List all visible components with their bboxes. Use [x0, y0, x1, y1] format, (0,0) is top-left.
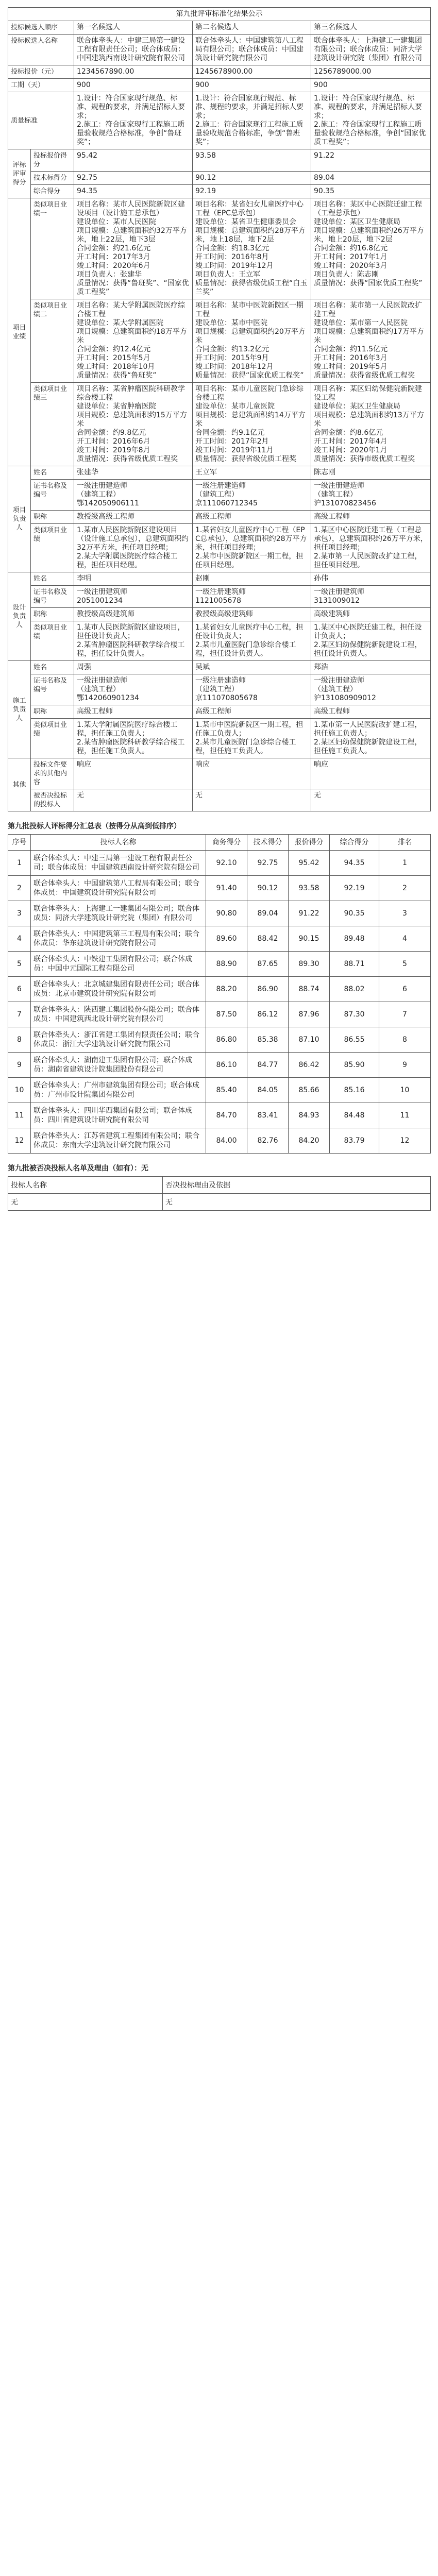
project-row	[8, 383, 431, 466]
ranking-cell: 88.42	[247, 926, 289, 952]
ranking-cell: 85.90	[330, 1053, 379, 1078]
project-lead-row	[8, 524, 431, 572]
ranking-cell: 85.38	[247, 1027, 289, 1053]
design-lead-candidate-1-value: 李明	[74, 572, 193, 586]
ranking-cell: 联合体牵头人：四川华西集团有限公司；联合体成员：四川省建筑设计研究院有限公司	[31, 1103, 206, 1128]
ranking-cell: 联合体牵头人：广州市建筑集团有限公司；联合体成员：广州市设计院集团有限公司	[31, 1078, 206, 1103]
ranking-cell: 84.77	[247, 1053, 289, 1078]
construction-lead-candidate-2-value: 吴斌	[193, 661, 311, 674]
construction-lead-candidate-1-value: 高级工程师	[74, 705, 193, 719]
project-row-label: 类似项目业绩一	[31, 198, 74, 299]
other-row-label: 投标文件要求的其他内容	[31, 758, 74, 789]
other-candidate-3-value: 响应	[311, 758, 431, 789]
ranking-row	[8, 1053, 431, 1078]
ranking-cell: 87.50	[206, 1002, 247, 1027]
ranking-cell: 93.58	[289, 876, 330, 901]
ranking-cell: 7	[379, 1002, 431, 1027]
ranking-row	[8, 876, 431, 901]
ranking-cell: 5	[379, 952, 431, 977]
other-group-label: 其他	[8, 758, 31, 811]
ranking-cell: 85.66	[289, 1078, 330, 1103]
ranking-cell: 联合体牵头人：中国建筑第八工程局有限公司；联合体成员：中国建筑设计研究院有限公司	[31, 876, 206, 901]
ranking-cell: 12	[8, 1128, 31, 1154]
ranking-cell: 85.40	[206, 1078, 247, 1103]
ranking-cell: 联合体牵头人：浙江省建工集团有限责任公司；联合体成员：浙江大学建筑设计研究院有限公司	[31, 1027, 206, 1053]
ranking-cell: 91.40	[206, 876, 247, 901]
ranking-cell: 联合体牵头人：上海建工一建集团有限公司；联合体成员：同济大学建筑设计研究院（集团）有限公司	[31, 901, 206, 926]
ranking-cell: 84.20	[289, 1128, 330, 1154]
rejection-head-name: 投标人名称	[8, 1177, 163, 1194]
ranking-cell: 89.04	[247, 901, 289, 926]
project-candidate-3-value: 项目名称：某区妇幼保健院新院建设工程 建设单位：某区卫生健康局 项目规模：总建筑面积约13万平方米 合同金额：约8.6亿元 开工时间：2017年4月 竣工时间：2020年1月 质量情况：获得市级优质工程奖	[311, 383, 431, 466]
other-row	[8, 789, 431, 811]
ranking-cell: 90.80	[206, 901, 247, 926]
project-candidate-1-value: 项目名称：某省肿瘤医院科研教学综合楼工程 建设单位：某省肿瘤医院 项目规模：总建筑面积约15万平方米 合同金额：约9.8亿元 开工时间：2016年6月 竣工时间：2019年8月 质量情况：获得省级优质工程奖	[74, 383, 193, 466]
design-lead-row-label: 证书名称及编号	[31, 586, 74, 608]
ranking-cell: 83.41	[247, 1103, 289, 1128]
ranking-cell: 92.19	[330, 876, 379, 901]
ranking-cell: 86.42	[289, 1053, 330, 1078]
ranking-cell: 2	[379, 876, 431, 901]
score-row	[8, 149, 431, 172]
ranking-cell: 联合体牵头人：北京城建集团有限责任公司；联合体成员：北京市建筑设计研究院有限公司	[31, 977, 206, 1002]
ranking-cell: 6	[379, 977, 431, 1002]
other-row	[8, 758, 431, 789]
candidate-2-price: 1245678900.00	[193, 65, 311, 79]
design-lead-candidate-2-value: 一级注册建筑师 1121005678	[193, 586, 311, 608]
project-lead-candidate-3-value: 陈志刚	[311, 466, 431, 480]
design-lead-candidate-3-value: 一级注册建筑师 3131009012	[311, 586, 431, 608]
ranking-cell: 86.90	[247, 977, 289, 1002]
ranking-cell: 联合体牵头人：中建三局第一建设工程有限责任公司；联合体成员：中国建筑西南设计研究院有限公司	[31, 851, 206, 876]
ranking-row	[8, 926, 431, 952]
project-lead-row-label: 证书名称及编号	[31, 480, 74, 511]
ranking-cell: 87.30	[330, 1002, 379, 1027]
ranking-cell: 91.22	[289, 901, 330, 926]
design-lead-row	[8, 621, 431, 661]
ranking-cell: 3	[379, 901, 431, 926]
ranking-cell: 86.12	[247, 1002, 289, 1027]
construction-lead-candidate-2-value: 1.某市中医院新院区一期工程，担任施工负责人； 2.某市儿童医院门急诊综合楼工程，担任施工负责人。	[193, 719, 311, 758]
construction-lead-row-label: 类似项目业绩	[31, 719, 74, 758]
ranking-cell: 89.30	[289, 952, 330, 977]
construction-lead-candidate-3-value: 郑浩	[311, 661, 431, 674]
project-lead-row	[8, 480, 431, 511]
project-lead-candidate-2-value: 一级注册建造师 （建筑工程） 京111060712345	[193, 480, 311, 511]
ranking-title: 第九批投标人评标得分汇总表（按得分从高到低排序）	[8, 822, 181, 831]
project-candidate-2-value: 项目名称：某省妇女儿童医疗中心工程（EPC总承包） 建设单位：某省卫生健康委员会 项目规模：总建筑面积约28万平方米，地上18层，地下2层 合同金额：约18.3亿元 开工时间：2016年8月 竣工时间：2019年12月 项目负责人：王立军 质量情况：获得省级优质工程“白玉兰奖”	[193, 198, 311, 299]
candidate-1-quality: 1.设计：符合国家现行规范、标准、规程的要求，并满足招标人要求； 2.施工：符合国家现行工程施工质量验收规范合格标准，争创“鲁班奖”；	[74, 92, 193, 149]
construction-lead-row-label: 姓名	[31, 661, 74, 674]
project-lead-candidate-3-value: 1.某区中心医院迁建工程（工程总承包），总建筑面积约26万平方米，担任项目经理； 2.某市第一人民医院改扩建工程，担任项目经理。	[311, 524, 431, 572]
construction-lead-row	[8, 661, 431, 674]
ranking-cell: 95.42	[289, 851, 330, 876]
ranking-cell: 8	[379, 1027, 431, 1053]
ranking-cell: 90.35	[330, 901, 379, 926]
score-candidate-3-value: 90.35	[311, 185, 431, 198]
ranking-cell: 1	[379, 851, 431, 876]
project-row	[8, 198, 431, 299]
ranking-cell: 84.93	[289, 1103, 330, 1128]
ranking-head-cell: 技术得分	[247, 835, 289, 851]
construction-lead-candidate-1-value: 一级注册建造师 （建筑工程） 鄂142060901234	[74, 674, 193, 705]
ranking-cell: 92.75	[247, 851, 289, 876]
ranking-header-row	[8, 835, 431, 851]
score-row-label: 技术标得分	[31, 172, 74, 185]
ranking-head-cell: 报价得分	[289, 835, 330, 851]
score-candidate-2-value: 92.19	[193, 185, 311, 198]
ranking-cell: 84.70	[206, 1103, 247, 1128]
project-lead-group-label: 项目负责人	[8, 466, 31, 572]
construction-lead-candidate-1-value: 1.某大学附属医院医疗综合楼工程，担任施工负责人； 2.某省肿瘤医院科研教学综合楼工程，担任施工负责人。	[74, 719, 193, 758]
rejection-head-reason: 否决投标理由及依据	[163, 1177, 431, 1194]
project-lead-row	[8, 511, 431, 524]
design-lead-row-label: 类似项目业绩	[31, 621, 74, 661]
design-lead-candidate-2-value: 1.某省妇女儿童医疗中心工程，担任设计负责人； 2.某市儿童医院门急诊综合楼工程，担任设计负责人。	[193, 621, 311, 661]
ranking-cell: 94.35	[330, 851, 379, 876]
ranking-cell: 89.48	[330, 926, 379, 952]
candidate-3-price: 1256789000.00	[311, 65, 431, 79]
design-lead-candidate-1-value: 教授级高级建筑师	[74, 608, 193, 621]
ranking-head-cell: 商务得分	[206, 835, 247, 851]
construction-lead-row-label: 证书名称及编号	[31, 674, 74, 705]
rejection-reason-value: 无	[163, 1194, 431, 1211]
project-lead-candidate-1-value: 张建华	[74, 466, 193, 480]
ranking-row	[8, 1027, 431, 1053]
candidate-1-name: 联合体牵头人：中建三局第一建设工程有限责任公司；联合体成员：中国建筑西南设计研究院有限公司	[74, 35, 193, 65]
candidate-3-name: 联合体牵头人：上海建工一建集团有限公司；联合体成员：同济大学建筑设计研究院（集团）有限公司	[311, 35, 431, 65]
design-lead-candidate-3-value: 孙伟	[311, 572, 431, 586]
price-label: 投标报价（元）	[8, 65, 74, 79]
project-candidate-3-value: 项目名称：某市第一人民医院改扩建工程 建设单位：某市第一人民医院 项目规模：总建筑面积约17万平方米 合同金额：约11.5亿元 开工时间：2016年3月 竣工时间：2019年5月 质量情况：获得省级优质工程奖	[311, 299, 431, 383]
candidate-name-label: 投标候选人名称	[8, 35, 74, 65]
score-candidate-2-value: 90.12	[193, 172, 311, 185]
project-candidate-1-value: 项目名称：某大学附属医院医疗综合楼工程 建设单位：某大学附属医院 项目规模：总建筑面积约18万平方米 合同金额：约12.4亿元 开工时间：2015年5月 竣工时间：2018年10月 质量情况：获得“鲁班奖”	[74, 299, 193, 383]
design-lead-row	[8, 572, 431, 586]
design-lead-row	[8, 608, 431, 621]
candidate-table	[8, 7, 431, 811]
candidate-2-quality: 1.设计：符合国家现行规范、标准、规程的要求，并满足招标人要求； 2.施工：符合国家现行工程施工质量验收规范合格标准，争创“鲁班奖”；	[193, 92, 311, 149]
project-lead-candidate-1-value: 1.某市人民医院新院区建设项目（设计施工总承包），总建筑面积约32万平方米，担任项目经理； 2.某大学附属医院医疗综合楼工程，担任项目经理。	[74, 524, 193, 572]
project-candidate-2-value: 项目名称：某市中医院新院区一期工程 建设单位：某市中医院 项目规模：总建筑面积约20万平方米 合同金额：约13.2亿元 开工时间：2015年9月 竣工时间：2018年12月 质量情况：获得“国家优质工程奖”	[193, 299, 311, 383]
project-candidate-1-value: 项目名称：某市人民医院新院区建设项目（设计施工总承包） 建设单位：某市人民医院 项目规模：总建筑面积约32万平方米，地上22层，地下3层 合同金额：约21.6亿元 开工时间：2017年3月 竣工时间：2020年6月 项目负责人：张建华 质量情况：获得“鲁班奖”、“国家优质工程奖”	[74, 198, 193, 299]
score-group-label: 评标评审得分	[8, 149, 31, 198]
ranking-cell: 联合体牵头人：中国建筑第三工程局有限公司；联合体成员：华东建筑设计研究院有限公司	[31, 926, 206, 952]
rank-order-label: 投标候选人顺序	[8, 21, 74, 35]
ranking-cell: 87.65	[247, 952, 289, 977]
ranking-table	[8, 834, 431, 1154]
ranking-cell: 11	[8, 1103, 31, 1128]
design-lead-candidate-3-value: 1.某区中心医院迁建工程，担任设计负责人； 2.某区妇幼保健院新院建设工程，担任设计负责人。	[311, 621, 431, 661]
ranking-cell: 4	[8, 926, 31, 952]
construction-lead-candidate-2-value: 高级工程师	[193, 705, 311, 719]
period-label: 工期（天）	[8, 79, 74, 92]
design-lead-row-label: 职称	[31, 608, 74, 621]
ranking-cell: 6	[8, 977, 31, 1002]
construction-lead-candidate-1-value: 周强	[74, 661, 193, 674]
ranking-cell: 92.10	[206, 851, 247, 876]
other-candidate-1-value: 响应	[74, 758, 193, 789]
ranking-cell: 82.76	[247, 1128, 289, 1154]
score-row	[8, 172, 431, 185]
ranking-cell: 84.05	[247, 1078, 289, 1103]
ranking-cell: 88.02	[330, 977, 379, 1002]
other-candidate-3-value: 无	[311, 789, 431, 811]
ranking-cell: 12	[379, 1128, 431, 1154]
project-lead-candidate-2-value: 高级工程师	[193, 511, 311, 524]
project-lead-candidate-2-value: 王立军	[193, 466, 311, 480]
ranking-cell: 联合体牵头人：江苏省建筑工程集团有限公司；联合体成员：东南大学建筑设计研究院有限公司	[31, 1128, 206, 1154]
rejection-name-value: 无	[8, 1194, 163, 1211]
ranking-row	[8, 1103, 431, 1128]
ranking-cell: 7	[8, 1002, 31, 1027]
score-row	[8, 185, 431, 198]
candidate-3-quality: 1.设计：符合国家现行规范、标准、规程的要求，并满足招标人要求； 2.施工：符合国家现行工程施工质量验收规范合格标准，争创“国家优质工程奖”；	[311, 92, 431, 149]
project-lead-row-label: 姓名	[31, 466, 74, 480]
ranking-row	[8, 952, 431, 977]
ranking-cell: 4	[379, 926, 431, 952]
candidate-3-header: 第三名候选人	[311, 21, 431, 35]
ranking-cell: 11	[379, 1103, 431, 1128]
ranking-cell: 联合体牵头人：湖南建工集团有限公司；联合体成员：湖南省建筑设计院集团股份有限公司	[31, 1053, 206, 1078]
candidate-3-period: 900	[311, 79, 431, 92]
ranking-cell: 84.48	[330, 1103, 379, 1128]
project-lead-candidate-1-value: 一级注册建造师 （建筑工程） 鄂142050906111	[74, 480, 193, 511]
design-lead-group-label: 设计负责人	[8, 572, 31, 661]
ranking-cell: 8	[8, 1027, 31, 1053]
page	[0, 0, 438, 1228]
ranking-cell: 86.55	[330, 1027, 379, 1053]
project-row	[8, 299, 431, 383]
ranking-cell: 84.00	[206, 1128, 247, 1154]
ranking-cell: 88.90	[206, 952, 247, 977]
table-title: 第九批评审标准化结果公示	[8, 8, 431, 21]
design-lead-row	[8, 586, 431, 608]
construction-lead-candidate-3-value: 高级工程师	[311, 705, 431, 719]
design-lead-row-label: 姓名	[31, 572, 74, 586]
ranking-row	[8, 1078, 431, 1103]
ranking-cell: 9	[8, 1053, 31, 1078]
ranking-cell: 5	[8, 952, 31, 977]
ranking-cell: 83.79	[330, 1128, 379, 1154]
ranking-cell: 87.10	[289, 1027, 330, 1053]
ranking-head-cell: 序号	[8, 835, 31, 851]
score-row-label: 投标报价得分	[31, 149, 74, 172]
other-row-label: 被否决投标的投标人	[31, 789, 74, 811]
ranking-row	[8, 901, 431, 926]
project-lead-row-label: 类似项目业绩	[31, 524, 74, 572]
candidate-1-period: 900	[74, 79, 193, 92]
ranking-cell: 88.20	[206, 977, 247, 1002]
ranking-cell: 88.71	[330, 952, 379, 977]
project-lead-candidate-3-value: 一级注册建造师 （建筑工程） 沪131070823456	[311, 480, 431, 511]
ranking-cell: 85.16	[330, 1078, 379, 1103]
candidate-2-name: 联合体牵头人：中国建筑第八工程局有限公司；联合体成员：中国建筑设计研究院有限公司	[193, 35, 311, 65]
other-candidate-1-value: 无	[74, 789, 193, 811]
score-candidate-2-value: 93.58	[193, 149, 311, 172]
construction-lead-group-label: 施工负责人	[8, 661, 31, 758]
ranking-cell: 10	[8, 1078, 31, 1103]
ranking-head-cell: 综合得分	[330, 835, 379, 851]
quality-label: 质量标准	[8, 92, 74, 149]
project-row-label: 类似项目业绩三	[31, 383, 74, 466]
project-candidate-2-value: 项目名称：某市儿童医院门急诊综合楼工程 建设单位：某市儿童医院 项目规模：总建筑面积约14万平方米 合同金额：约9.1亿元 开工时间：2017年2月 竣工时间：2019年11月 质量情况：获得省级优质工程奖	[193, 383, 311, 466]
construction-lead-candidate-3-value: 一级注册建造师 （建筑工程） 沪131080909012	[311, 674, 431, 705]
project-lead-candidate-1-value: 教授级高级工程师	[74, 511, 193, 524]
design-lead-candidate-2-value: 教授级高级建筑师	[193, 608, 311, 621]
ranking-cell: 2	[8, 876, 31, 901]
ranking-row	[8, 851, 431, 876]
ranking-row	[8, 977, 431, 1002]
design-lead-candidate-2-value: 赵刚	[193, 572, 311, 586]
ranking-head-cell: 排名	[379, 835, 431, 851]
construction-lead-row	[8, 674, 431, 705]
ranking-cell: 9	[379, 1053, 431, 1078]
ranking-cell: 87.96	[289, 1002, 330, 1027]
construction-lead-candidate-2-value: 一级注册建造师 （建筑工程） 京111070805678	[193, 674, 311, 705]
candidate-2-period: 900	[193, 79, 311, 92]
score-row-label: 综合得分	[31, 185, 74, 198]
project-candidate-3-value: 项目名称：某区中心医院迁建工程（工程总承包） 建设单位：某区卫生健康局 项目规模：总建筑面积约26万平方米，地上20层，地下2层 合同金额：约16.8亿元 开工时间：2017年1月 竣工时间：2020年3月 项目负责人：陈志刚 质量情况：获得“国家优质工程奖”	[311, 198, 431, 299]
project-group-label: 项目业绩	[8, 198, 31, 466]
rejection-table	[8, 1176, 431, 1211]
project-lead-candidate-3-value: 高级工程师	[311, 511, 431, 524]
rejection-title: 第九批被否决投标人名单及理由（如有）：无	[8, 1164, 148, 1173]
project-lead-row-label: 职称	[31, 511, 74, 524]
project-row-label: 类似项目业绩二	[31, 299, 74, 383]
ranking-cell: 90.12	[247, 876, 289, 901]
ranking-row	[8, 1128, 431, 1154]
ranking-cell: 联合体牵头人：陕西建工集团股份有限公司；联合体成员：中国建筑西北设计研究院有限公司	[31, 1002, 206, 1027]
candidate-1-header: 第一名候选人	[74, 21, 193, 35]
construction-lead-row-label: 职称	[31, 705, 74, 719]
score-candidate-1-value: 92.75	[74, 172, 193, 185]
ranking-cell: 86.10	[206, 1053, 247, 1078]
design-lead-candidate-1-value: 1.某市人民医院新院区建设项目，担任设计负责人； 2.某省肿瘤医院科研教学综合楼工程，担任设计负责人。	[74, 621, 193, 661]
ranking-head-cell: 投标人名称	[31, 835, 206, 851]
candidate-2-header: 第二名候选人	[193, 21, 311, 35]
construction-lead-candidate-3-value: 1.某市第一人民医院改扩建工程，担任施工负责人； 2.某区妇幼保健院新院建设工程，担任施工负责人。	[311, 719, 431, 758]
ranking-cell: 3	[8, 901, 31, 926]
other-candidate-2-value: 无	[193, 789, 311, 811]
ranking-cell: 90.15	[289, 926, 330, 952]
score-candidate-1-value: 95.42	[74, 149, 193, 172]
design-lead-candidate-1-value: 一级注册建筑师 2051001234	[74, 586, 193, 608]
score-candidate-3-value: 89.04	[311, 172, 431, 185]
construction-lead-row	[8, 719, 431, 758]
ranking-cell: 86.80	[206, 1027, 247, 1053]
ranking-cell: 88.74	[289, 977, 330, 1002]
ranking-cell: 10	[379, 1078, 431, 1103]
score-candidate-1-value: 94.35	[74, 185, 193, 198]
project-lead-row	[8, 466, 431, 480]
ranking-row	[8, 1002, 431, 1027]
score-candidate-3-value: 91.22	[311, 149, 431, 172]
project-lead-candidate-2-value: 1.某省妇女儿童医疗中心工程（EPC总承包），总建筑面积约28万平方米，担任项目经理； 2.某市中医院新院区一期工程，担任项目经理。	[193, 524, 311, 572]
construction-lead-row	[8, 705, 431, 719]
candidate-1-price: 1234567890.00	[74, 65, 193, 79]
other-candidate-2-value: 响应	[193, 758, 311, 789]
design-lead-candidate-3-value: 高级建筑师	[311, 608, 431, 621]
ranking-cell: 联合体牵头人：中铁建工集团有限公司；联合体成员：中国中元国际工程有限公司	[31, 952, 206, 977]
ranking-cell: 89.60	[206, 926, 247, 952]
ranking-cell: 1	[8, 851, 31, 876]
